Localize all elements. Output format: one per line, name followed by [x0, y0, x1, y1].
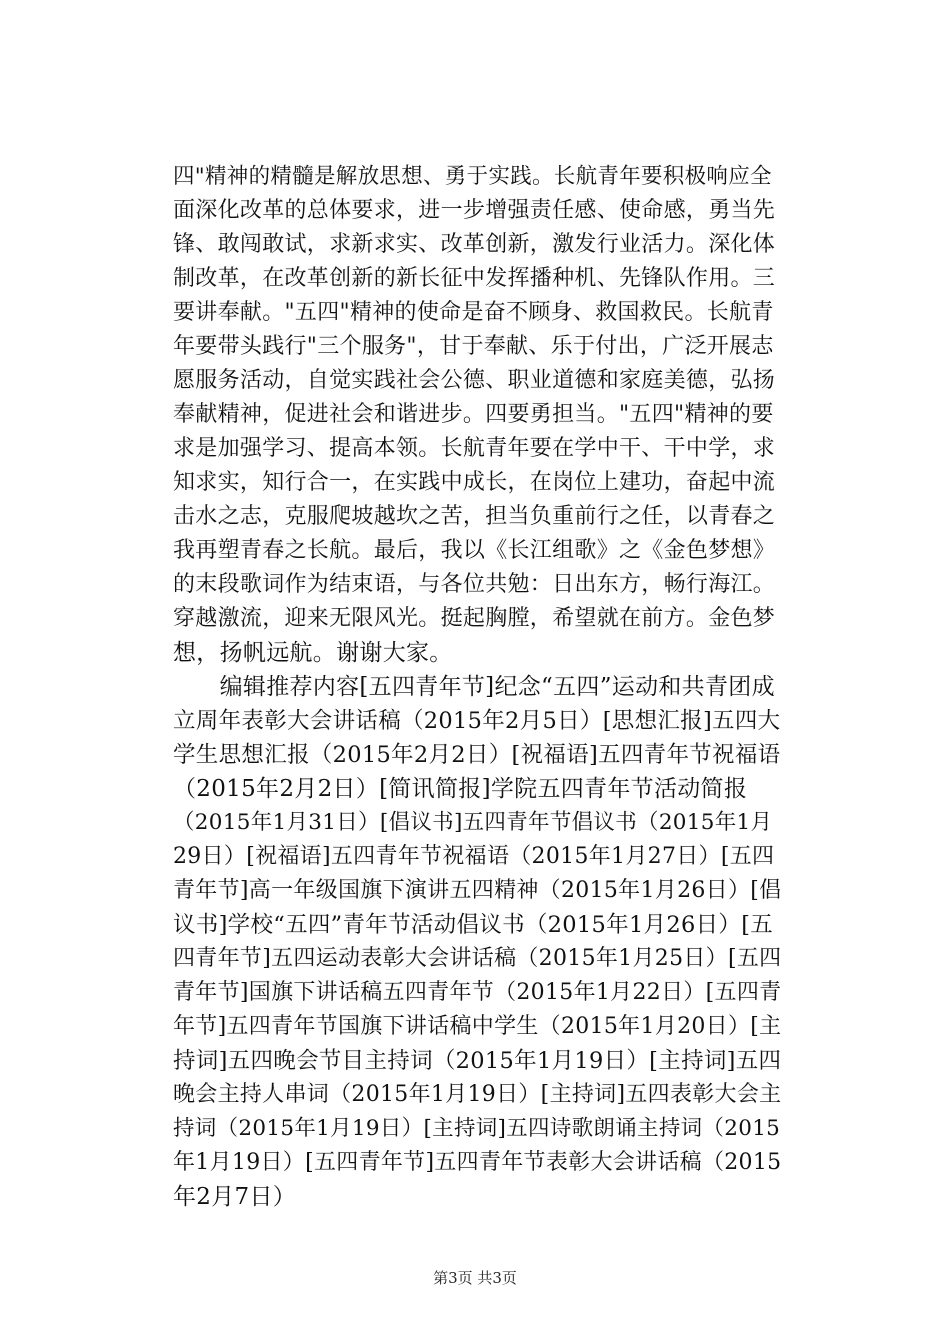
text-line: 年2月7日） — [173, 1184, 297, 1210]
text-line: 我再塑青春之长航。最后，我以《长江组歌》之《金色梦想》 — [173, 538, 776, 563]
text-line: 年节]五四青年节国旗下讲话稿中学生（2015年1月20日）[主 — [173, 1014, 782, 1039]
text-line: 四"精神的精髓是解放思想、勇于实践。长航青年要积极响应全 — [173, 164, 772, 189]
text-line: 青年节]高一年级国旗下演讲五四精神（2015年1月26日）[倡 — [173, 878, 782, 903]
text-line: 知求实，知行合一，在实践中成长，在岗位上建功，奋起中流 — [173, 470, 776, 495]
text-line: 击水之志，克服爬坡越坎之苦，担当负重前行之任，以青春之 — [173, 504, 776, 529]
text-line: 求是加强学习、提高本领。长航青年要在学中干、干中学，求 — [173, 436, 776, 461]
text-line: 晚会主持人串词（2015年1月19日）[主持词]五四表彰大会主 — [173, 1082, 782, 1107]
text-line: 立周年表彰大会讲话稿（2015年2月5日）[思想汇报]五四大 — [173, 708, 781, 734]
text-line: 愿服务活动，自觉实践社会公德、职业道德和家庭美德，弘扬 — [173, 368, 776, 393]
text-line: 锋、敢闯敢试，求新求实、改革创新，激发行业活力。深化体 — [173, 232, 776, 257]
text-line: 的末段歌词作为结束语，与各位共勉：日出东方，畅行海江。 — [173, 572, 776, 597]
text-line: 面深化改革的总体要求，进一步增强责任感、使命感，勇当先 — [173, 198, 776, 223]
text-line: 奉献精神，促进社会和谐进步。四要勇担当。"五四"精神的要 — [173, 402, 774, 427]
text-line: 学生思想汇报（2015年2月2日）[祝福语]五四青年节祝福语 — [173, 742, 781, 768]
document-body — [173, 160, 783, 1214]
text-line: 四青年节]五四运动表彰大会讲话稿（2015年1月25日）[五四 — [173, 946, 782, 971]
text-line: 青年节]国旗下讲话稿五四青年节（2015年1月22日）[五四青 — [173, 980, 782, 1005]
text-line: 要讲奉献。"五四"精神的使命是奋不顾身、救国救民。长航青 — [173, 300, 774, 325]
text-line: 编辑推荐内容[五四青年节]纪念“五四”运动和共青团成 — [173, 674, 775, 700]
page-footer: 第3页 共3页 — [433, 1269, 517, 1287]
text-line: 制改革，在改革创新的新长征中发挥播种机、先锋队作用。三 — [173, 266, 776, 291]
text-line: （2015年1月31日）[倡议书]五四青年节倡议书（2015年1月 — [173, 810, 773, 835]
text-line: 想，扬帆远航。谢谢大家。 — [173, 640, 453, 666]
text-line: 穿越激流，迎来无限风光。挺起胸膛，希望就在前方。金色梦 — [173, 606, 776, 631]
text-line: 持词（2015年1月19日）[主持词]五四诗歌朗诵主持词（2015 — [173, 1116, 781, 1141]
text-line: 持词]五四晚会节目主持词（2015年1月19日）[主持词]五四 — [173, 1048, 782, 1074]
text-line: （2015年2月2日）[简讯简报]学院五四青年节活动简报 — [173, 776, 748, 802]
text-line: 年要带头践行"三个服务"，甘于奉献、乐于付出，广泛开展志 — [173, 334, 774, 359]
text-line: 29日）[祝福语]五四青年节祝福语（2015年1月27日）[五四 — [173, 844, 775, 869]
text-line: 议书]学校“五四”青年节活动倡议书（2015年1月26日）[五 — [173, 912, 774, 938]
text-line: 年1月19日）[五四青年节]五四青年节表彰大会讲话稿（2015 — [173, 1150, 782, 1175]
